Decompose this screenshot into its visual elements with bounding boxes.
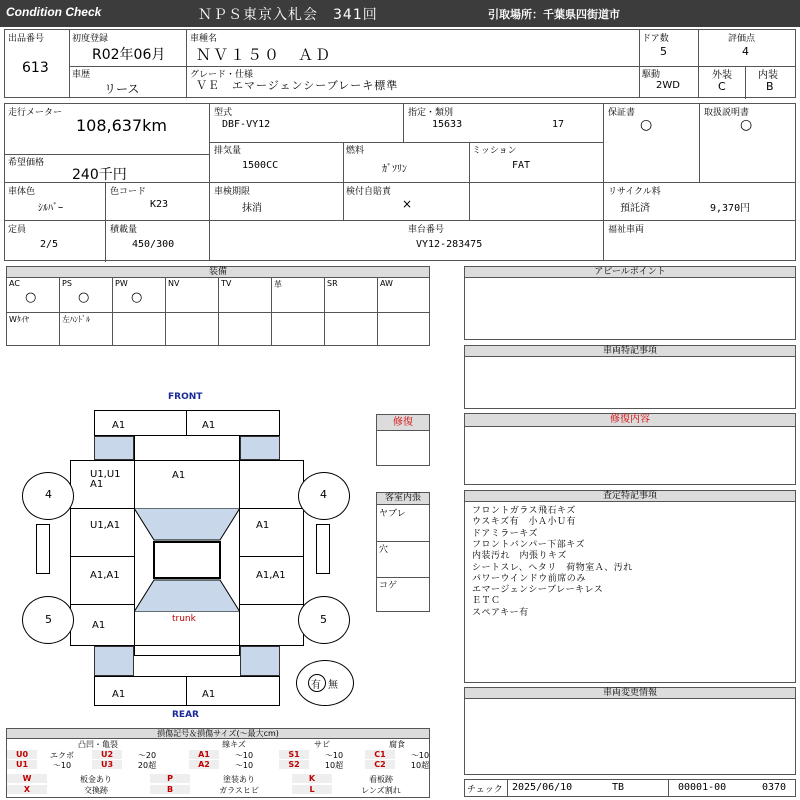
legend-mark-desc: 塗装あり — [223, 775, 255, 784]
repair-content-panel — [464, 413, 796, 485]
legend-group: 線キズ — [222, 740, 246, 749]
equipment-mark: ○ — [25, 290, 37, 305]
equipment-label: AW — [380, 279, 393, 288]
legend-desc: 〜10 — [410, 751, 430, 760]
manual-value: ○ — [740, 117, 753, 133]
footer-code-2: 0370 — [762, 782, 787, 793]
mirror-right — [316, 524, 330, 574]
legend-group: 凸凹・亀裂 — [78, 740, 118, 749]
recycle-status: 預託済 — [620, 203, 650, 214]
inspection-note-line: スペアキー有 — [472, 607, 529, 618]
legend-desc: 20超 — [137, 761, 157, 770]
legend-code: S2 — [279, 760, 309, 769]
capacity-value: 2/5 — [40, 239, 59, 250]
header-bar — [0, 0, 800, 27]
fuel-label: 燃料 — [346, 146, 365, 156]
change-info-title: 車両変更情報 — [465, 688, 795, 699]
legend-mark-desc: 交換跡 — [84, 786, 108, 795]
repair-box-title: 修復 — [377, 415, 429, 431]
trunk-label: trunk — [172, 614, 196, 624]
inspection-note-line: フロントガラス飛石キズ — [472, 506, 576, 516]
equipment-table — [6, 266, 430, 346]
load-label: 積載量 — [110, 225, 138, 235]
grade-label: グレード・仕様 — [190, 70, 254, 80]
manual-label: 取扱説明書 — [704, 108, 750, 118]
recycle-value: 9,370円 — [710, 203, 751, 214]
model-code-value: DBF-VY12 — [222, 119, 271, 130]
first-reg-value: R02年06月 — [92, 47, 166, 63]
equipment-mark: ○ — [131, 290, 143, 305]
score-value: 4 — [742, 45, 749, 58]
designation-value-2: 17 — [552, 119, 565, 130]
body-color-label: 車体色 — [8, 187, 36, 197]
legend-mark-code: P — [150, 774, 190, 783]
cabin-item-hole: 穴 — [379, 545, 389, 555]
inspection-note-line: エマージェンシーブレーキレス — [472, 585, 604, 596]
pickup-location: 引取場所：千葉県四街道市 — [488, 8, 620, 21]
appeal-panel — [464, 266, 796, 340]
inspection-note-line: ドアミラーキズ — [472, 528, 539, 539]
model-name-value: ＮＶ１５０ ＡＤ — [196, 46, 333, 64]
interior-value: B — [766, 80, 774, 93]
chassis-label: 車台番号 — [408, 225, 445, 235]
repair-content-title: 修復内容 — [465, 414, 795, 427]
equipment-option: 左ﾊﾝﾄﾞﾙ — [62, 315, 90, 324]
front-right-damage: A1 — [202, 420, 216, 431]
model-name-label: 車種名 — [190, 34, 218, 44]
change-info-panel — [464, 687, 796, 775]
designation-value-1: 15633 — [432, 119, 463, 130]
legend-desc: 〜10 — [234, 761, 254, 770]
equipment-label: 革 — [274, 280, 282, 289]
windshield — [134, 508, 240, 612]
displacement-label: 排気量 — [214, 146, 242, 156]
fender-left-damage: U1,U1 A1 — [90, 469, 121, 490]
legend-code: C2 — [365, 760, 395, 769]
legend-mark-desc: 看板跡 — [369, 775, 393, 784]
inspection-value: 抹消 — [242, 203, 262, 214]
logo: Condition Check — [6, 5, 102, 19]
legend-desc: 〜10 — [52, 761, 72, 770]
legend-code: U1 — [7, 760, 37, 769]
interior-label: 内装 — [758, 70, 778, 81]
special-notes-title: 車両特記事項 — [465, 346, 795, 357]
spare-present-mark: 有 — [311, 680, 321, 691]
tire-front-left-value: 4 — [45, 488, 52, 501]
lot-number: 613 — [22, 60, 49, 76]
legend-desc: 〜10 — [324, 751, 344, 760]
price-value: 240千円 — [72, 167, 127, 183]
check-date: 2025/06/10 — [512, 782, 573, 793]
legend-desc: 〜20 — [137, 751, 157, 760]
inspection-note-line: フロントバンパー下部キズ — [472, 539, 586, 550]
drive-label: 駆動 — [642, 70, 661, 80]
doors-value: 5 — [660, 45, 667, 58]
door-rear-left-damage: A1,A1 — [90, 570, 120, 581]
equipment-label: NV — [168, 279, 180, 288]
inspection-note-line: ウスキズ有 小Ａ小Ｕ有 — [472, 517, 577, 528]
hood-damage: A1 — [172, 470, 186, 481]
capacity-label: 定員 — [8, 225, 27, 235]
exterior-label: 外装 — [712, 70, 732, 81]
door-rear-right-damage: A1,A1 — [256, 570, 286, 581]
equipment-label: PS — [62, 279, 72, 288]
legend-code: C1 — [365, 750, 395, 759]
rear-label: REAR — [172, 710, 199, 720]
legend-mark-desc: 板金あり — [80, 775, 112, 784]
legend-code: A2 — [189, 760, 219, 769]
legend-mark-code: W — [7, 774, 47, 783]
legend-desc: 10超 — [410, 761, 430, 770]
checker: TB — [612, 782, 625, 793]
repair-box — [376, 414, 430, 466]
drive-value: 2WD — [656, 80, 680, 91]
equipment-title: 装備 — [7, 267, 429, 278]
legend-mark-desc: レンズ割れ — [361, 786, 401, 795]
grade-value: ＶＥ エマージェンシーブレーキ標準 — [196, 79, 399, 92]
inspection-note-line: 内装汚れ 内張りキズ — [472, 551, 567, 562]
cabin-title: 客室内張 — [377, 493, 429, 505]
legend-code: S1 — [279, 750, 309, 759]
history-value: リース — [104, 82, 140, 96]
page-title: ＮＰＳ東京入札会 341回 — [198, 7, 378, 23]
transmission-label: ミッション — [472, 146, 517, 156]
inspection-notes-title: 査定特記事項 — [465, 491, 795, 502]
history-label: 車歴 — [72, 70, 91, 80]
warranty-label: 保証書 — [608, 108, 636, 118]
front-left-damage: A1 — [112, 420, 126, 431]
equipment-label: AC — [9, 279, 20, 288]
color-code-label: 色コード — [110, 187, 147, 197]
legend-code: U3 — [92, 760, 122, 769]
inspection-note-line: シートスレ、ヘタリ 荷物室Ａ、汚れ — [472, 562, 633, 573]
welfare-label: 福祉車両 — [608, 225, 645, 235]
legend-title: 損傷記号＆損傷サイズ(〜最大cm) — [7, 729, 429, 739]
legend-code: A1 — [189, 750, 219, 759]
mirror-left — [36, 524, 50, 574]
lot-label: 出品番号 — [8, 34, 45, 44]
legend-mark-code: K — [292, 774, 332, 783]
equipment-label: TV — [221, 279, 232, 288]
rear-right-damage: A1 — [202, 689, 216, 700]
recycle-label: リサイクル料 — [608, 187, 661, 197]
legend-desc: エクボ — [50, 751, 74, 760]
liability-label: 検付自賠責 — [346, 187, 392, 197]
legend-code: U2 — [92, 750, 122, 759]
legend-desc: 〜10 — [234, 751, 254, 760]
mileage-label: 走行メーター — [8, 108, 63, 118]
load-value: 450/300 — [132, 239, 175, 250]
equipment-option: Wﾀｲﾔ — [9, 315, 29, 324]
equipment-mark: ○ — [78, 290, 90, 305]
front-label: FRONT — [168, 392, 203, 402]
liability-value: × — [402, 197, 413, 211]
doors-label: ドア数 — [642, 34, 669, 44]
cabin-item-burn: コゲ — [379, 581, 398, 591]
rear-left-damage: A1 — [112, 689, 126, 700]
footer-code-1: 00001-00 — [678, 782, 727, 793]
quarter-left-damage: A1 — [92, 620, 106, 631]
tire-rear-left-value: 5 — [45, 613, 52, 626]
spare-none-mark: 無 — [328, 680, 338, 691]
body-color-value: ｼﾙﾊﾞｰ — [38, 203, 63, 214]
fuel-value: ｶﾞｿﾘﾝ — [382, 164, 407, 175]
equipment-label: SR — [327, 279, 338, 288]
door-front-right-damage: A1 — [256, 520, 270, 531]
tire-front-right-value: 4 — [320, 488, 327, 501]
mileage-value: 108,637km — [76, 116, 168, 135]
displacement-value: 1500CC — [242, 160, 279, 171]
price-label: 希望価格 — [8, 158, 45, 168]
chassis-value: VY12-283475 — [416, 239, 483, 250]
appeal-title: アピールポイント — [465, 267, 795, 278]
model-code-label: 型式 — [214, 108, 233, 118]
legend-desc: 10超 — [324, 761, 344, 770]
color-code-value: K23 — [150, 199, 169, 210]
legend-mark-code: X — [7, 785, 47, 794]
legend-group: サビ — [314, 740, 330, 749]
special-notes-panel — [464, 345, 796, 409]
inspection-note-line: ＥＴＣ — [472, 596, 501, 607]
transmission-value: FAT — [512, 160, 531, 171]
door-front-left-damage: U1,A1 — [90, 520, 121, 531]
designation-label: 指定・類別 — [408, 108, 454, 118]
score-label: 評価点 — [728, 34, 756, 44]
check-label: チェック — [467, 785, 503, 795]
first-reg-label: 初度登録 — [72, 34, 109, 44]
exterior-value: C — [718, 80, 726, 93]
inspection-note-line: パワーウインドウ前席のみ — [472, 573, 586, 584]
inspection-label: 車検期限 — [214, 187, 251, 197]
warranty-value: ○ — [640, 117, 653, 133]
legend-mark-desc: ガラスヒビ — [219, 786, 259, 795]
legend-group: 腐食 — [389, 740, 405, 749]
legend-mark-code: B — [150, 785, 190, 794]
legend-mark-code: L — [292, 785, 332, 794]
legend-code: U0 — [7, 750, 37, 759]
equipment-label: PW — [115, 279, 128, 288]
cabin-item-tear: ヤブレ — [379, 509, 406, 519]
tire-rear-right-value: 5 — [320, 613, 327, 626]
